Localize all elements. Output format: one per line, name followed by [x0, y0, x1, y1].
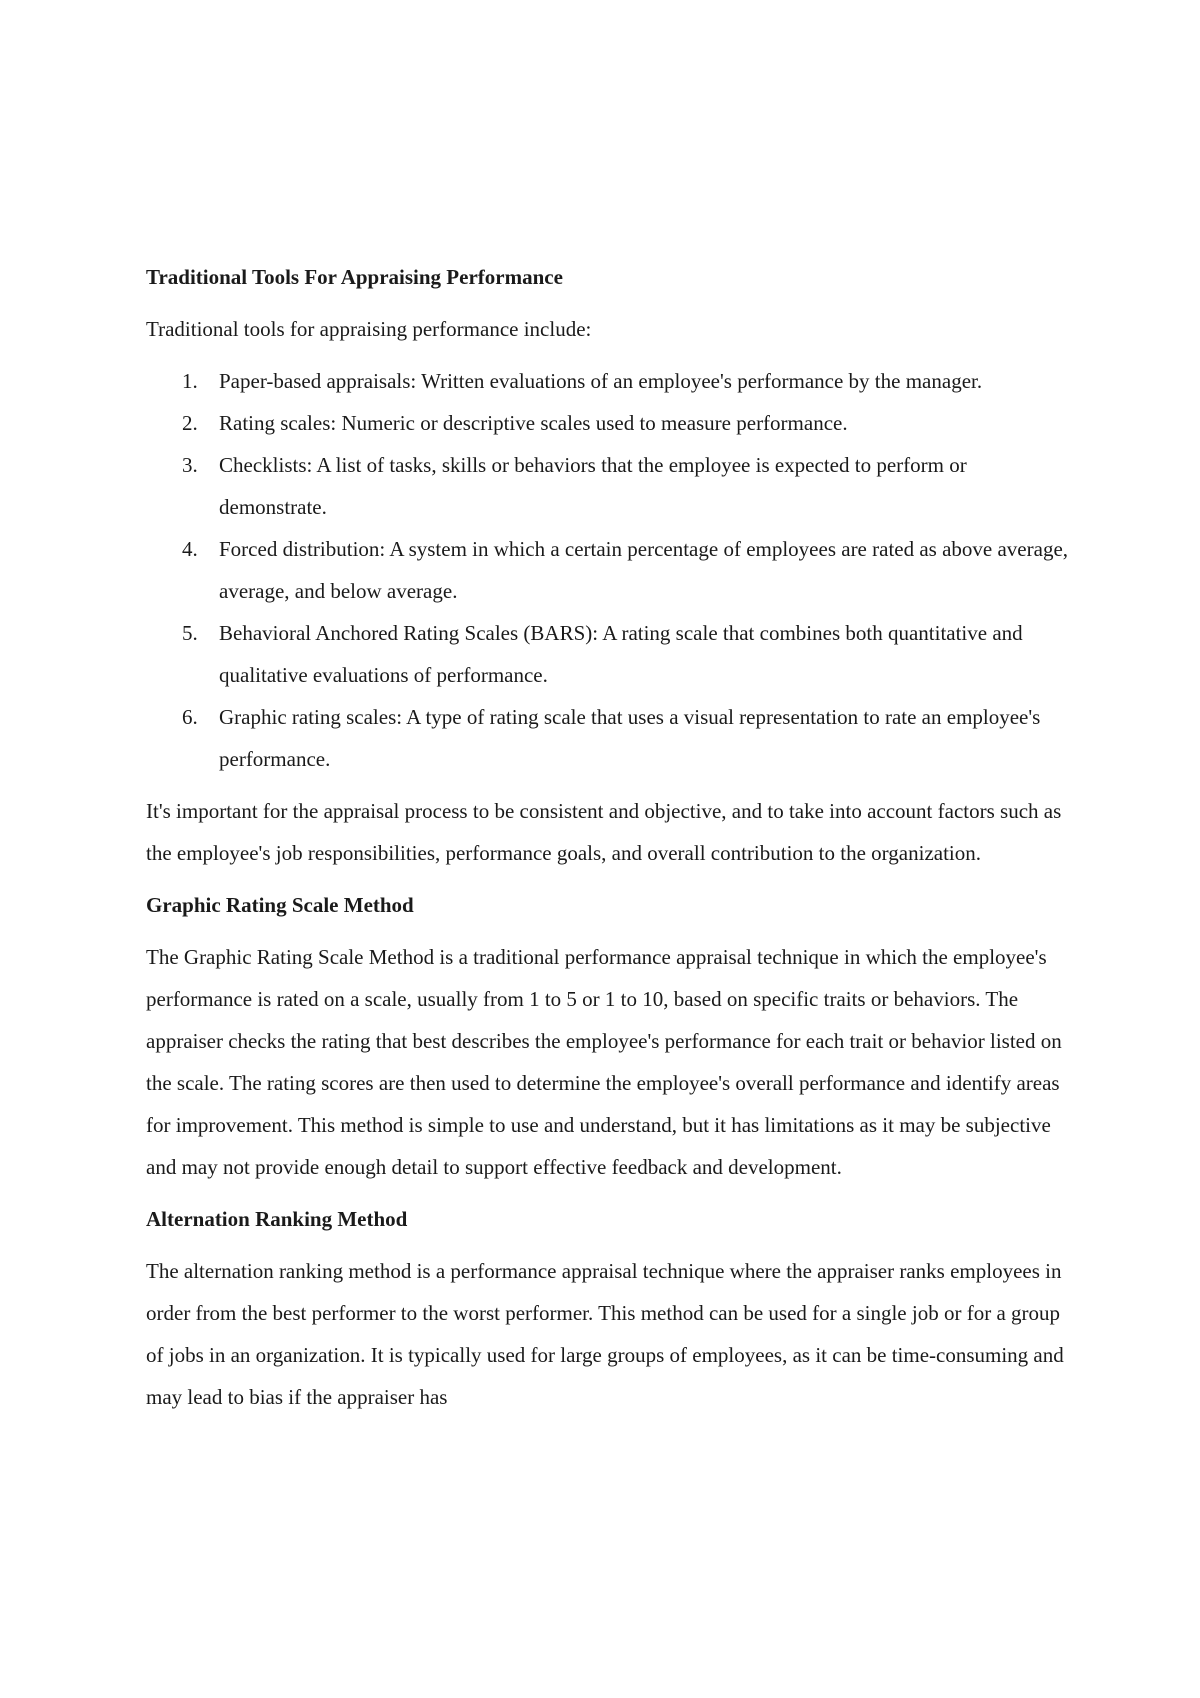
document-body: [146, 256, 1076, 1428]
list-item-text: Forced distribution: A system in which a certain percentage of employees are rated as above average, average, and below average.: [219, 537, 1069, 603]
list-number: 4.: [182, 537, 198, 561]
section-heading-graphic-rating-scale: Graphic Rating Scale Method: [146, 893, 414, 917]
list-number: 2.: [182, 411, 198, 435]
list-item-text: Checklists: A list of tasks, skills or behaviors that the employee is expected to perform or demonstrate.: [219, 453, 967, 519]
section-heading-traditional-tools: Traditional Tools For Appraising Performance: [146, 265, 563, 289]
intro-paragraph: Traditional tools for appraising performance include:: [146, 317, 592, 341]
section-heading-alternation-ranking: Alternation Ranking Method: [146, 1207, 408, 1231]
graphic-rating-scale-paragraph: The Graphic Rating Scale Method is a traditional performance appraisal technique in which the employee's performance is rated on a scale, usually from 1 to 5 or 1 to 10, based on specific traits or behaviors. The appraiser checks the rating that best describes the employee's performance for each trait or behavior listed on the scale. The rating scores are then used to determine the employee's overall performance and identify areas for improvement. This method is simple to use and understand, but it has limitations as it may be subjective and may not provide enough detail to support effective feedback and development.: [146, 945, 1062, 1179]
list-item: [146, 360, 1076, 402]
alternation-ranking-paragraph: The alternation ranking method is a performance appraisal technique where the appraiser ranks employees in order from the best performer to the worst performer. This method can be used for a single job or for a group of jobs in an organization. It is typically used for large groups of employees, as it can be time-consuming and may lead to bias if the appraiser has: [146, 1259, 1064, 1409]
list-item: [146, 612, 1076, 696]
list-number: 1.: [182, 369, 198, 393]
list-item: [146, 444, 1076, 528]
tools-list: [146, 360, 1076, 780]
list-number: 5.: [182, 621, 198, 645]
list-item-text: Graphic rating scales: A type of rating scale that uses a visual representation to rate an employee's performance.: [219, 705, 1041, 771]
list-item-text: Paper-based appraisals: Written evaluations of an employee's performance by the manager.: [219, 369, 983, 393]
list-item: [146, 696, 1076, 780]
closing-paragraph: It's important for the appraisal process to be consistent and objective, and to take into account factors such as the employee's job responsibilities, performance goals, and overall contribution to the organization.: [146, 799, 1062, 865]
list-item: [146, 528, 1076, 612]
list-item-text: Behavioral Anchored Rating Scales (BARS): A rating scale that combines both quantitative and qualitative evaluations of performance.: [219, 621, 1023, 687]
list-number: 3.: [182, 453, 198, 477]
list-number: 6.: [182, 705, 198, 729]
list-item-text: Rating scales: Numeric or descriptive scales used to measure performance.: [219, 411, 848, 435]
list-item: [146, 402, 1076, 444]
